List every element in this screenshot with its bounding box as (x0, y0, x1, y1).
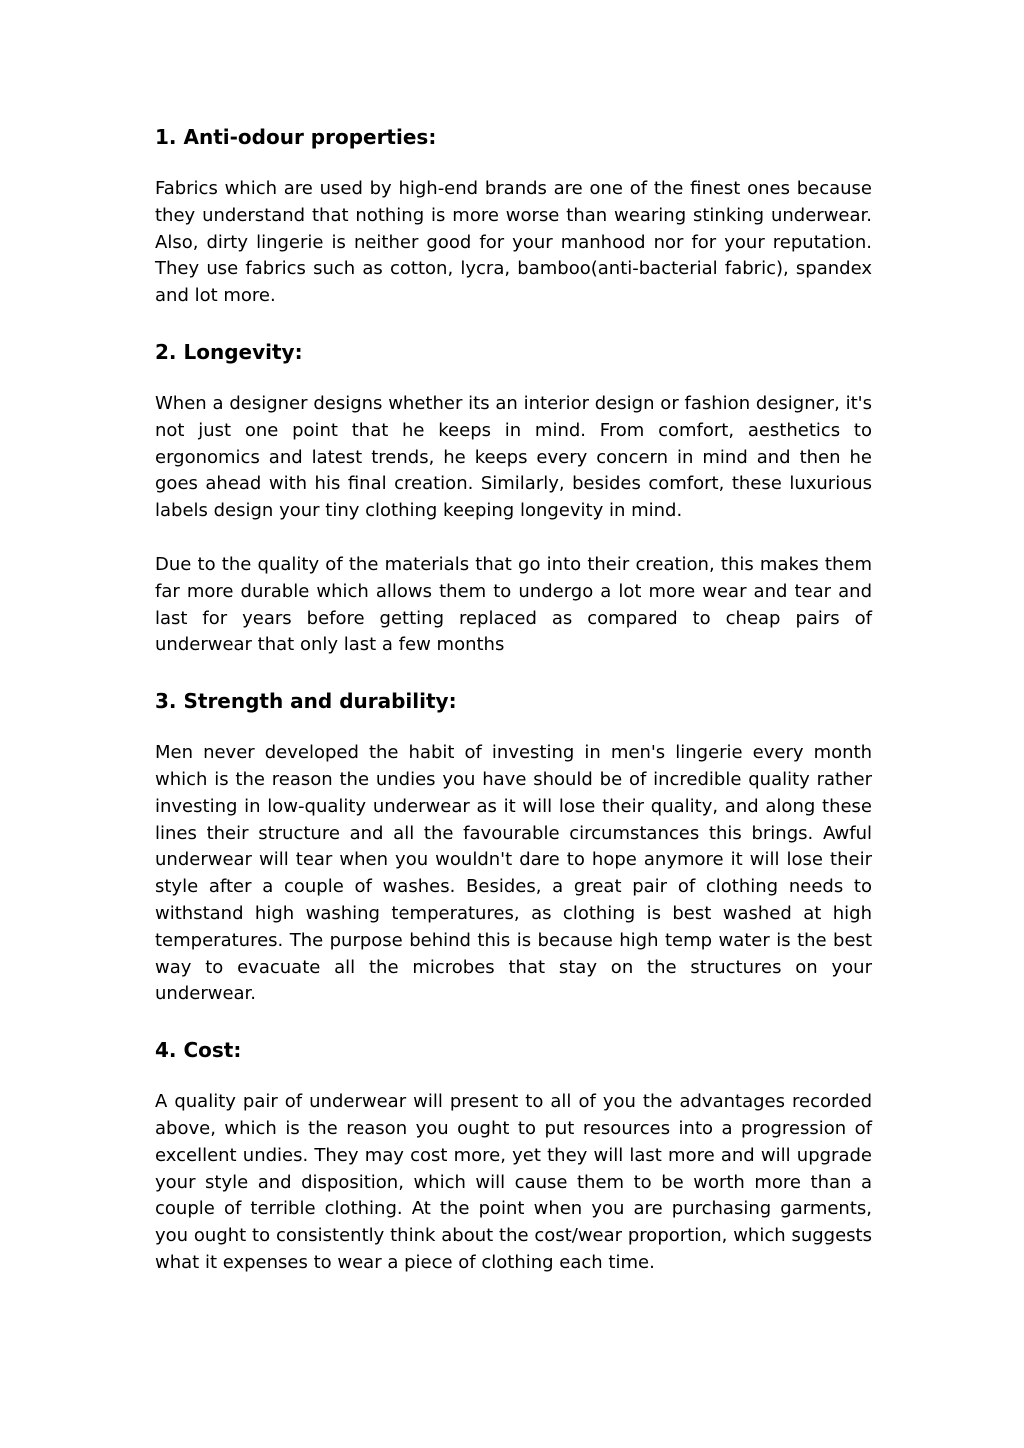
section-longevity (155, 337, 872, 659)
body-paragraph: Men never developed the habit of investing in men's lingerie every month which is the reason the undies you have should be of incredible quality rather investing in low-quality underwear as it will lose their quality, and along these lines their structure and all the favourable circumstances this brings. Awful underwear will tear when you wouldn't dare to hope anymore it will lose their style after a couple of washes. Besides, a great pair of clothing needs to withstand high washing temperatures, as clothing is best washed at high temperatures. The purpose behind this is because high temp water is the best way to evacuate all the microbes that stay on the structures on your underwear. (155, 742, 872, 1005)
section-cost (155, 1035, 872, 1277)
section-anti-odour (155, 122, 872, 310)
section-strength-durability (155, 686, 872, 1008)
body-paragraph: Due to the quality of the materials that go into their creation, this makes them far more durable which allows them to undergo a lot more wear and tear and last for years before getting replaced as compared to cheap pairs of underwear that only last a few months (155, 553, 872, 656)
body-paragraph: A quality pair of underwear will present to all of you the advantages recorded above, which is the reason you ought to put resources into a progression of excellent undies. They may cost more, yet they will last more and will upgrade your style and disposition, which will cause them to be worth more than a couple of terrible clothing. At the point when you are purchasing garments, you ought to consistently think about the cost/wear proportion, which suggests what it expenses to wear a piece of clothing each time. (155, 1091, 872, 1273)
section-heading: 1. Anti-odour properties: (155, 125, 437, 149)
section-heading: 4. Cost: (155, 1038, 242, 1063)
body-paragraph: When a designer designs whether its an interior design or fashion designer, it's not just one point that he keeps in mind. From comfort, aesthetics to ergonomics and latest trends, he keeps every concern in mind and then he goes ahead with his final creation. Similarly, besides comfort, these luxurious labels design your tiny clothing keeping longevity in mind. (155, 392, 872, 522)
section-heading: 2. Longevity: (155, 339, 303, 364)
body-paragraph: Fabrics which are used by high-end brands are one of the finest ones because they understand that nothing is more worse than wearing stinking underwear. Also, dirty lingerie is neither good for your manhood nor for your reputation. They use fabrics such as cotton, lycra, bamboo(anti-bacterial fabric), spandex and lot more. (155, 178, 872, 307)
document-page (155, 122, 872, 1304)
section-heading: 3. Strength and durability: (155, 689, 457, 714)
